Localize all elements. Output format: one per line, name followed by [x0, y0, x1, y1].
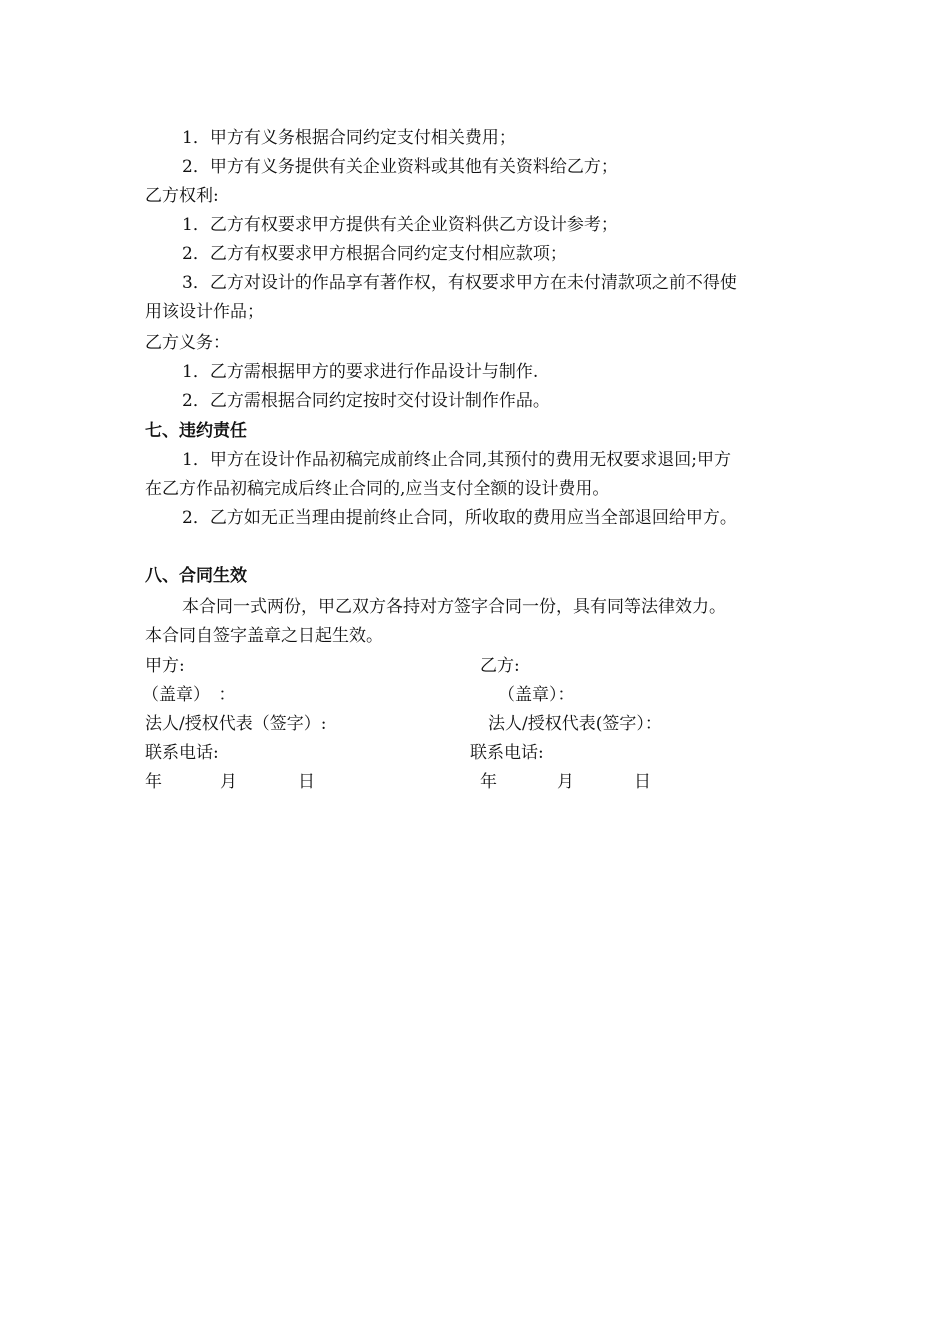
obligation-b-1: 1．乙方需根据甲方的要求进行作品设计与制作. — [182, 362, 539, 382]
rights-b-heading: 乙方权利: — [145, 186, 219, 206]
rights-b-2: 2．乙方有权要求甲方根据合同约定支付相应款项； — [182, 244, 567, 264]
party-b-phone: 联系电话: — [470, 743, 544, 763]
party-a-day: 日 — [298, 772, 315, 792]
section-8-line-2: 本合同自签字盖章之日起生效。 — [145, 626, 383, 646]
party-b-label: 乙方: — [480, 656, 520, 676]
obligation-a-2: 2．甲方有义务提供有关企业资料或其他有关资料给乙方； — [182, 157, 618, 177]
rights-b-1: 1．乙方有权要求甲方提供有关企业资料供乙方设计参考； — [182, 215, 618, 235]
section-7-line-3: 2．乙方如无正当理由提前终止合同，所收取的费用应当全部退回给甲方。 — [182, 508, 737, 528]
section-8-line-1: 本合同一式两份，甲乙双方各持对方签字合同一份，具有同等法律效力。 — [182, 597, 726, 617]
obligations-b-heading: 乙方义务： — [145, 333, 230, 353]
party-a-phone: 联系电话: — [145, 743, 219, 763]
party-a-seal: （盖章） ： — [142, 685, 236, 705]
obligation-b-2: 2．乙方需根据合同约定按时交付设计制作作品。 — [182, 391, 550, 411]
party-a-label: 甲方: — [145, 656, 185, 676]
party-a-month: 月 — [220, 772, 237, 792]
rights-b-3-continued: 用该设计作品； — [145, 302, 264, 322]
section-7-line-2: 在乙方作品初稿完成后终止合同的,应当支付全额的设计费用。 — [145, 479, 610, 499]
party-a-year: 年 — [145, 772, 162, 792]
section-7-line-1: 1．甲方在设计作品初稿完成前终止合同,其预付的费用无权要求退回;甲方 — [182, 450, 731, 470]
party-a-representative: 法人/授权代表（签字）: — [145, 714, 327, 734]
obligation-a-1: 1．甲方有义务根据合同约定支付相关费用； — [182, 128, 516, 148]
party-b-year: 年 — [480, 772, 497, 792]
rights-b-3: 3．乙方对设计的作品享有著作权，有权要求甲方在未付清款项之前不得使 — [182, 273, 737, 293]
party-b-day: 日 — [634, 772, 651, 792]
party-b-month: 月 — [557, 772, 574, 792]
section-8-title: 八、合同生效 — [145, 566, 247, 586]
party-b-representative: 法人/授权代表(签字）： — [488, 714, 662, 734]
section-7-title: 七、违约责任 — [145, 421, 247, 441]
party-b-seal: （盖章）： — [498, 685, 575, 705]
